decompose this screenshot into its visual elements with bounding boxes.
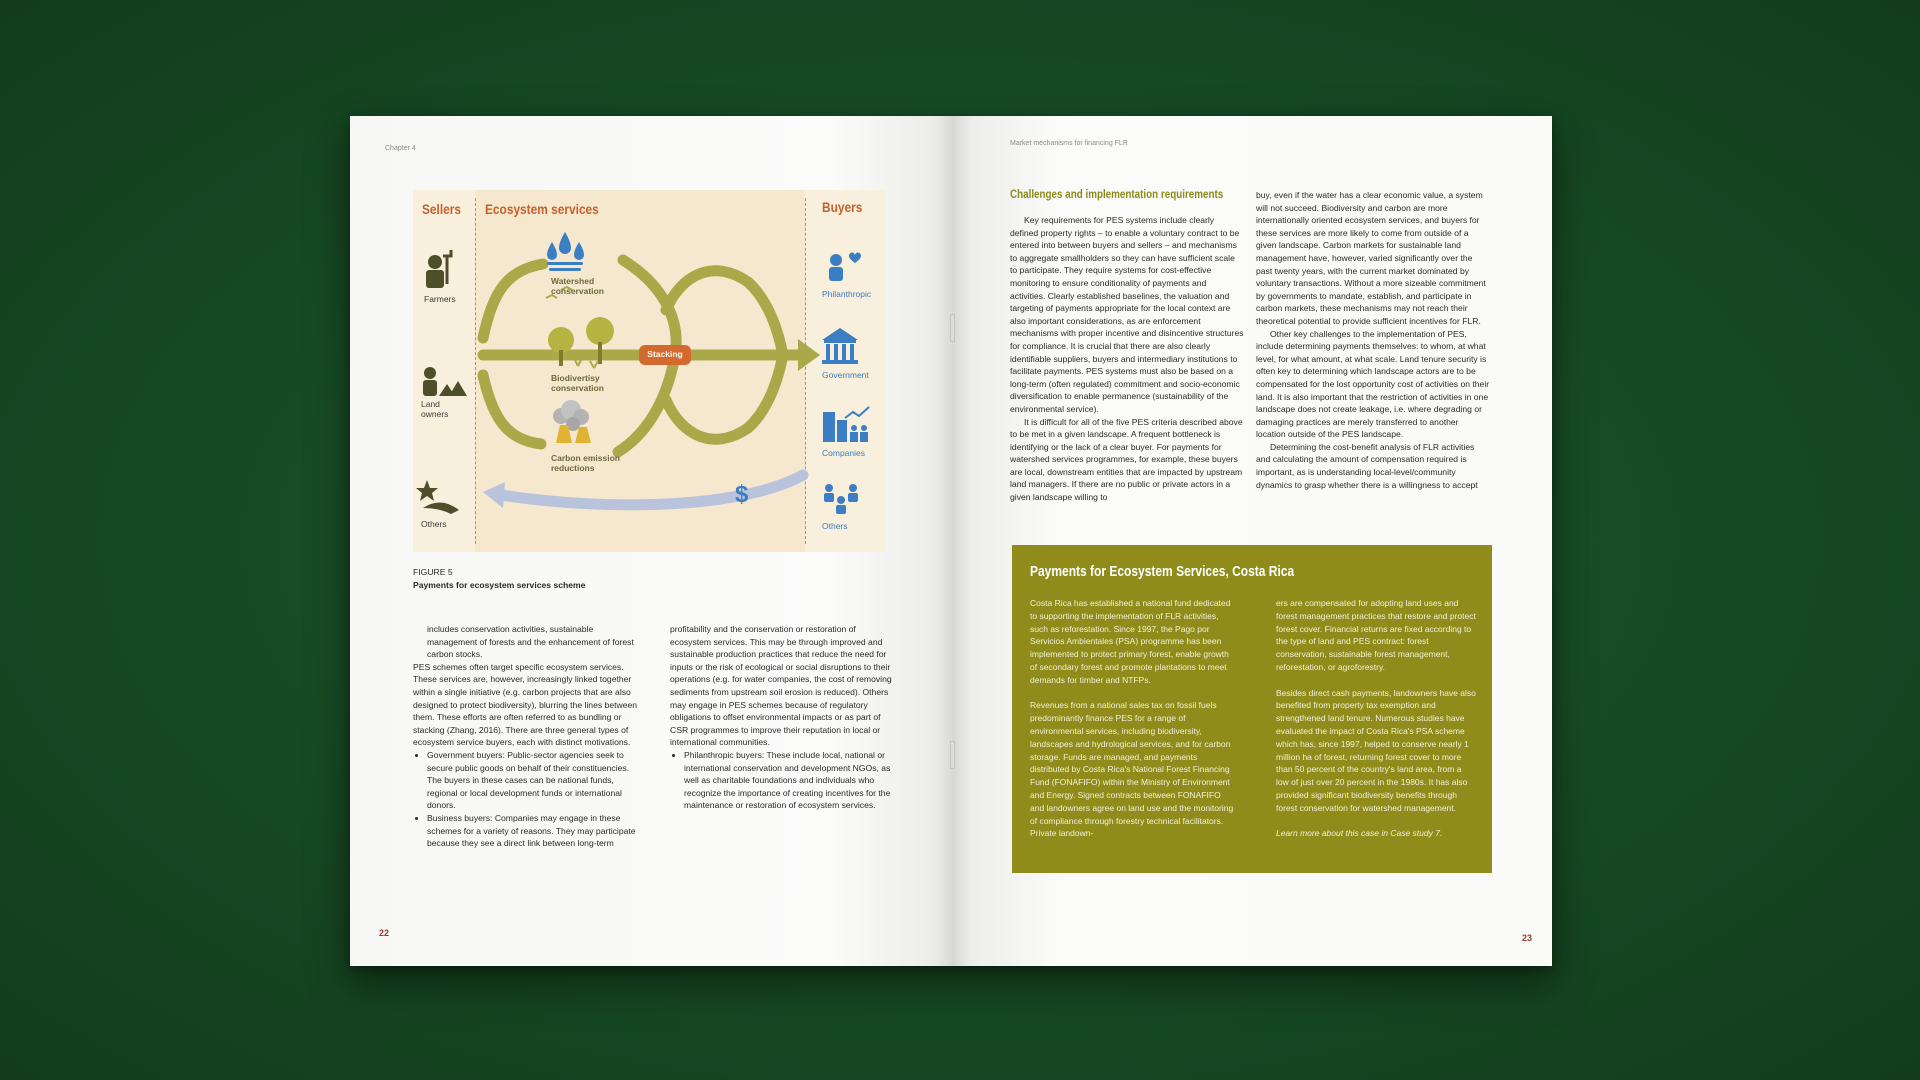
paragraph: Other key challenges to the implementation of PES, include determining payments themselves: to whom, at what level, for what amount, at what scale. Land tenure security is often key to determining which landscape actors are to be compensated for the lost opportunity cost of activities on their land. It is also important that the restriction of activities in one landscape does not create leakage, i.e. where degrading or damaging practices are merely transferred to another location outside of the PES landscape. [1256, 328, 1490, 440]
paragraph: Key requirements for PES systems include clearly defined property rights – to enable a voluntary contract to be entered into between buyers and sellers – and mechanisms to aggregate smallholders so they can have sufficient scale to participate. They require systems for cost-effective monitoring to ensure conditionality of payments and activities. Clearly established baselines, the valuation and targeting of payments appropriate for the local context are also important considerations, as are enforcement mechanisms with proper incentive and disincentive structures for compliance. It is crucial that there are also clearly identifiable suppliers, buyers and intermediary institutions to facilitate payments. PES systems must also be based on a long-term (often regulated) commitment and socio-economic diversification to enable permanence (sustainability of the environmental service). [1010, 215, 1244, 414]
binding-staple [950, 314, 955, 342]
paragraph: Revenues from a national sales tax on fossil fuels predominantly finance PES for a range of environmental services, including biodiversity, landscapes and hydrological services, and for carbon storage. Funds are managed, and payments distributed by Costa Rica's National Forest Financing Fund (FONAFIFO) within the Ministry of Environment and Energy. Signed contracts between FONAFIFO and landowners agree on land use and the monitoring of compliance through forestry technical facilitators. Private landown- [1030, 700, 1234, 839]
government-icon [822, 328, 858, 364]
paragraph: buy, even if the water has a clear economic value, a system will not succeed. Biodiversity and carbon are more internationally oriented ecosystem services, and buyers for these services are more likely to come from outside of a given landscape. Carbon markets for sustainable land management have, however, varied significantly over the past twenty years, with the current market dominated by voluntary transactions. Without a more sizeable commitment by governments to mandate, establish, and participate in carbon markets, these mechanisms may not reach their theoretical potential to provide sufficient incentives for FLR. [1256, 190, 1486, 326]
paragraph: ers are compensated for adopting land uses and forest management practices that restore and protect forest cover. Financial returns are fixed according to the type of land and PES contract: forest conservation, sustainable forest management, reforestation, or agroforestry. [1276, 598, 1476, 672]
list-item: • Business buyers: Companies may engage in these schemes for a variety of reasons. They may participate because they see a direct link between long-term [427, 812, 643, 850]
paragraph: profitability and the conservation or restoration of ecosystem services. This may be through improved and sustainable production practices that reduce the need for inputs or the risk of ecological or social disruptions to their operations (e.g. for water companies, the cost of removing sediments from upstream soil erosion is reduced). Others may engage in PES schemes because of regulatory obligations to offset environmental impacts or as part of CSR programmes to improve their reputation in local or international communities. [670, 624, 892, 748]
watershed-icon [547, 232, 584, 271]
case-study-title: Payments for Ecosystem Services, Costa Rica [1030, 563, 1295, 580]
farmer-icon [426, 250, 451, 288]
page-number-left: 22 [379, 928, 390, 938]
figure-caption [413, 566, 585, 592]
section-heading: Challenges and implementation requirements [1010, 187, 1224, 201]
right-page [952, 116, 1552, 966]
philanthropic-icon [829, 252, 861, 281]
figure-heading-sellers: Sellers [422, 201, 462, 217]
running-header-right: Market mechanisms for financing FLR [1010, 140, 1128, 147]
seller-label-land-owners: Land owners [421, 399, 449, 419]
companies-icon [823, 407, 869, 442]
buyer-label-government: Government [822, 370, 869, 380]
stacking-label: Stacking [647, 349, 683, 359]
right-text-column-2 [1256, 189, 1490, 491]
paragraph: Costa Rica has established a national fund dedicated to supporting the implementation of FLR activities, such as reforestation. Since 1997, the Pago por Servicios Ambientales (PSA) programme has been implemented to protect primary forest, enable growth of secondary forest and promote plantations to meet demands for timber and NTFPs. [1030, 598, 1231, 685]
paragraph: Determining the cost-benefit analysis of FLR activities and calculating the amount of compensation required is important, as is understanding local-level/community dynamics to grasp whether there is a willingness to accept [1256, 441, 1478, 490]
figure-graphic [413, 190, 886, 552]
left-text-column-1 [413, 623, 643, 850]
case-study-link-text: Learn more about this case in Case study 7. [1276, 828, 1443, 839]
list-item: • Philanthropic buyers: These include local, national or international conservation and development NGOs, as well as charitable foundations and individuals who recognize the importance of creating incentives for the maintenance or restoration of ecosystem services. [684, 749, 892, 812]
figure-pes-scheme [413, 190, 886, 552]
binding-staple [950, 741, 955, 769]
buyer-label-others: Others [822, 521, 848, 531]
carbon-emission-icon [553, 400, 591, 443]
flow-loop [666, 271, 783, 355]
running-header-left: Chapter 4 [385, 145, 416, 152]
others-buyer-icon [824, 484, 858, 514]
paragraph: includes conservation activities, sustainable management of forests and the enhancement of forest carbon stocks. [427, 624, 634, 660]
paragraph: PES schemes often target specific ecosystem services. These services are, however, increasingly linked together within a single initiative (e.g. carbon projects that are also designed to protect biodiversity), blurring the lines between them. These efforts are often referred to as bundling or stacking (Zhang, 2016). There are three general types of ecosystem service buyers, each with distinct motivations. [413, 661, 638, 748]
paragraph: It is difficult for all of the five PES criteria described above to be met in a given landscape. A frequent bottleneck is identifying or the lack of a clear buyer. For payments for watershed services programmes, for example, these buyers are local, downstream entities that are impacted by upstream land managers. If there are no public or private actors in a given landscape willing to [1010, 416, 1243, 503]
left-text-column-2 [670, 623, 892, 812]
service-label-carbon: Carbon emission reductions [551, 453, 620, 473]
flow-arrowhead [798, 339, 820, 371]
land-owner-icon [423, 367, 467, 396]
payment-dollar-icon: $ [735, 481, 749, 508]
buyer-list [413, 749, 643, 850]
seller-label-farmers: Farmers [424, 294, 456, 304]
service-label-watershed: Watershed conservation [551, 276, 604, 296]
buyer-label-philanthropic: Philanthropic [822, 289, 872, 299]
payment-arrow [501, 475, 803, 505]
others-seller-icon [416, 480, 459, 514]
buyer-list [670, 749, 892, 812]
figure-caption-title: Payments for ecosystem services scheme [413, 580, 586, 590]
flow-loop [666, 355, 783, 439]
left-page [350, 116, 952, 966]
case-study-box [1012, 545, 1492, 873]
page-number-right: 23 [1522, 933, 1533, 943]
service-label-biodiversity: Biodivertisy conservation [551, 373, 604, 393]
case-study-column-2 [1276, 597, 1476, 853]
brochure-spread [350, 116, 1552, 966]
flow-curve [483, 264, 543, 338]
seller-label-others: Others [421, 519, 447, 529]
figure-heading-buyers: Buyers [822, 199, 863, 215]
list-item: • Government buyers: Public-sector agencies seek to secure public goods on behalf of their constituencies. The buyers in these cases can be national funds, regional or local development funds or international donors. [427, 749, 643, 812]
case-study-column-1 [1030, 597, 1234, 853]
buyer-label-companies: Companies [822, 448, 865, 458]
figure-caption-label: FIGURE 5 [413, 567, 453, 577]
payment-arrowhead [483, 482, 505, 508]
paragraph: Besides direct cash payments, landowners have also benefited from property tax exemption and strengthened land tenure. Numerous studies have evaluated the impact of Costa Rica's PSA scheme which has, since 1997, helped to conserve nearly 1 million ha of forest, returning forest cover to more than 50 percent of the country's land area, from a low of just over 20 percent in the 1980s. It has also provided significant biodiversity benefits through forest conservation for watershed management. [1276, 687, 1476, 813]
figure-heading-services: Ecosystem services [485, 201, 599, 217]
right-text-column-1 [1010, 214, 1244, 504]
flow-curve [483, 375, 541, 444]
